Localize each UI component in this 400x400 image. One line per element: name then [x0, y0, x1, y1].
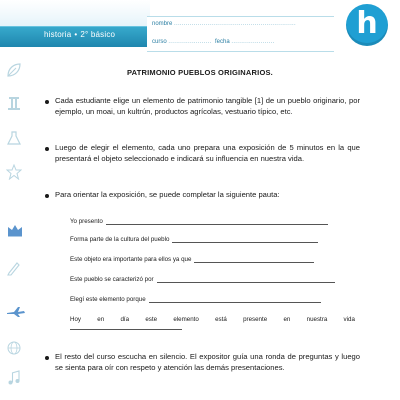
- name-field[interactable]: [152, 21, 296, 27]
- prompt-word: día: [120, 316, 130, 323]
- globe-icon: [6, 340, 22, 356]
- instruction-3-text: Para orientar la exposición, se puede completar la siguiente pauta:: [55, 190, 280, 199]
- prompt-row-justified: [70, 316, 355, 323]
- subject-label: [44, 30, 115, 39]
- pen-icon: [6, 260, 22, 276]
- music-icon: [6, 370, 22, 386]
- prompt-row: [70, 256, 314, 263]
- name-dotted-line: ..............................................................: [174, 21, 296, 27]
- answer-line[interactable]: [194, 256, 314, 263]
- answer-line[interactable]: [106, 218, 328, 225]
- student-info-box: [147, 16, 334, 52]
- decorative-icon-strip: [0, 50, 32, 400]
- course-dotted-line: ......................: [168, 39, 212, 45]
- logo-letter: h: [356, 6, 378, 41]
- worksheet-header: [0, 0, 400, 50]
- prompt-row: [70, 296, 321, 303]
- prompt-label: Elegí este elemento porque: [70, 296, 146, 303]
- prompt-word: nuestra: [306, 316, 328, 323]
- instruction-4: [55, 352, 360, 373]
- instruction-1: [55, 96, 360, 117]
- date-dotted-line: ......................: [231, 39, 275, 45]
- prompt-label: Forma parte de la cultura del pueblo: [70, 236, 170, 243]
- date-field[interactable]: [215, 39, 275, 45]
- bullet-dot: [45, 100, 49, 104]
- prompt-word: en: [97, 316, 105, 323]
- instruction-1-text: Cada estudiante elige un elemento de patrimonio tangible [1] de un pueblo originario, por ejemplo, un moai, un kultrún, productos agrícolas, vestuario típico, etc.: [55, 96, 360, 116]
- instruction-4-text: El resto del curso escucha en silencio. El expositor guía una ronda de preguntas y luego se sienta para oír con respeto y atención las demás presentaciones.: [55, 352, 360, 372]
- bullet-dot: [45, 194, 49, 198]
- prompt-word: en: [283, 316, 291, 323]
- brand-logo: [346, 4, 388, 46]
- prompt-label: Este objeto era importante para ellos ya que: [70, 256, 192, 263]
- bullet-dot: [45, 356, 49, 360]
- crown-icon: [6, 222, 24, 238]
- subject-separator: •: [74, 30, 78, 39]
- prompt-word: este: [145, 316, 158, 323]
- course-label: curso: [152, 39, 167, 45]
- prompt-word: está: [215, 316, 227, 323]
- answer-line[interactable]: [70, 329, 182, 330]
- prompt-word: presente: [243, 316, 268, 323]
- prompt-label: Yo presento: [70, 218, 103, 225]
- prompt-word: vida: [343, 316, 355, 323]
- prompt-row: [70, 276, 335, 283]
- instruction-3: [55, 190, 360, 201]
- bullet-dot: [45, 147, 49, 151]
- answer-line[interactable]: [172, 236, 318, 243]
- column-icon: [6, 95, 22, 111]
- plane-icon: [6, 306, 26, 318]
- answer-line[interactable]: [149, 296, 321, 303]
- instruction-2: [55, 143, 360, 164]
- flask-icon: [6, 130, 22, 146]
- name-label: nombre: [152, 21, 173, 27]
- answer-line[interactable]: [157, 276, 335, 283]
- subject-name: historia: [44, 30, 72, 39]
- instruction-2-text: Luego de elegir el elemento, cada uno prepara una exposición de 5 minutos en la que presentará el objeto seleccionado e indicará su influencia en nuestra vida.: [55, 143, 360, 163]
- worksheet-title: PATRIMONIO PUEBLOS ORIGINARIOS.: [127, 68, 273, 77]
- header-band-fade: [0, 0, 150, 26]
- star-icon: [6, 164, 22, 180]
- grade-label: 2° básico: [80, 30, 116, 39]
- prompt-label: Este pueblo se caracterizó por: [70, 276, 154, 283]
- date-label: fecha: [215, 39, 230, 45]
- prompt-row: [70, 218, 328, 225]
- course-field[interactable]: [152, 39, 212, 45]
- prompt-row: [70, 236, 318, 243]
- prompt-word: Hoy: [70, 316, 82, 323]
- prompt-word: elemento: [173, 316, 199, 323]
